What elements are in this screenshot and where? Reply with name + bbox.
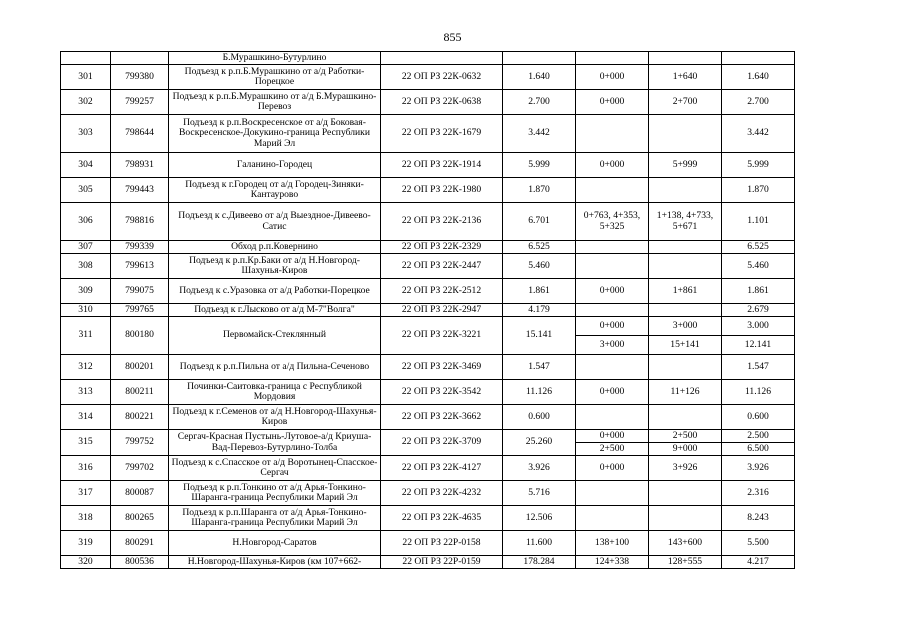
cell-segment-length <box>722 304 795 317</box>
cell-to <box>649 115 722 153</box>
cell-segment-length <box>722 254 795 279</box>
cell-id: 22 ОП РЗ 22К-2447 <box>381 254 503 279</box>
cell-num: 303 <box>61 115 111 153</box>
cell-name: Обход р.п.Ковернино <box>169 241 381 254</box>
segment-value: 2+700 <box>672 95 698 107</box>
table-row <box>61 241 795 254</box>
cell-to <box>649 90 722 115</box>
segment-value: 5+999 <box>672 158 698 170</box>
table-row <box>61 531 795 556</box>
table-row <box>61 481 795 506</box>
table-row <box>61 279 795 304</box>
cell-to <box>649 279 722 304</box>
cell-from <box>576 254 649 279</box>
cell-length: 3.442 <box>503 115 576 153</box>
cell-length: 5.999 <box>503 153 576 178</box>
cell-num: 311 <box>61 317 111 355</box>
cell-length: 1.861 <box>503 279 576 304</box>
segment-value: 1.861 <box>747 284 769 296</box>
table-row <box>61 456 795 481</box>
segment-value: 0+000 <box>599 158 625 170</box>
segment-value: 1.870 <box>747 183 769 195</box>
segment-value: 8.243 <box>747 511 769 523</box>
cell-num <box>61 52 111 65</box>
segment-value: 128+555 <box>667 555 703 567</box>
cell-code: 799075 <box>111 279 169 304</box>
cell-name: Б.Мурашкино-Бутурлино <box>169 52 381 65</box>
cell-segment-length <box>722 531 795 556</box>
cell-segment-length <box>722 556 795 569</box>
cell-name: Подъезд к с.Уразовка от а/д Работки-Порецкое <box>169 279 381 304</box>
cell-from <box>576 90 649 115</box>
cell-length: 0.600 <box>503 405 576 430</box>
cell-to <box>649 254 722 279</box>
cell-length: 1.547 <box>503 355 576 380</box>
cell-id: 22 ОП РЗ 22К-2136 <box>381 203 503 241</box>
cell-from <box>576 279 649 304</box>
cell-num: 315 <box>61 430 111 456</box>
cell-segment-length <box>722 153 795 178</box>
cell-name: Первомайск-Стеклянный <box>169 317 381 355</box>
cell-name: Подъезд к р.п.Тонкино от а/д Арья-Тонкино-Шаранга-граница Республики Марий Эл <box>169 481 381 506</box>
cell-num: 313 <box>61 380 111 405</box>
cell-id: 22 ОП РЗ 22К-0638 <box>381 90 503 115</box>
segment-value: 0.600 <box>747 410 769 422</box>
cell-name: Н.Новгород-Саратов <box>169 531 381 556</box>
cell-num: 319 <box>61 531 111 556</box>
table-row <box>61 90 795 115</box>
cell-num: 304 <box>61 153 111 178</box>
segment-value: 1+861 <box>672 284 698 296</box>
cell-length: 6.701 <box>503 203 576 241</box>
cell-name: Подъезд к р.п.Б.Мурашкино от а/д Работки-Порецкое <box>169 65 381 90</box>
cell-to <box>649 52 722 65</box>
cell-length: 15.141 <box>503 317 576 355</box>
segment-value: 0+000 <box>599 430 625 441</box>
cell-length: 5.460 <box>503 254 576 279</box>
cell-id: 22 ОП РЗ 22К-2329 <box>381 241 503 254</box>
table-row <box>61 304 795 317</box>
cell-name: Подъезд к с.Дивеево от а/д Выездное-Дивеево-Сатис <box>169 203 381 241</box>
cell-id: 22 ОП РЗ 22К-3662 <box>381 405 503 430</box>
segment-value: 0+000 <box>599 70 625 82</box>
cell-from <box>576 153 649 178</box>
segment-value: 1.640 <box>747 70 769 82</box>
cell-segment-length <box>722 506 795 531</box>
cell-id: 22 ОП РЗ 22К-1914 <box>381 153 503 178</box>
cell-id: 22 ОП РЗ 22Р-0159 <box>381 556 503 569</box>
cell-id: 22 ОП РЗ 22К-2512 <box>381 279 503 304</box>
cell-code: 798644 <box>111 115 169 153</box>
cell-name: Подъезд к р.п.Шаранга от а/д Арья-Тонкино-Шаранга-граница Республики Марий Эл <box>169 506 381 531</box>
cell-length <box>503 52 576 65</box>
cell-name: Н.Новгород-Шахунья-Киров (км 107+662- <box>169 556 381 569</box>
cell-segment-length <box>722 456 795 481</box>
cell-num: 310 <box>61 304 111 317</box>
segment-value: 124+338 <box>594 555 630 567</box>
cell-length: 11.126 <box>503 380 576 405</box>
cell-segment-length <box>722 405 795 430</box>
cell-code: 799702 <box>111 456 169 481</box>
segment-value: 3.926 <box>747 461 769 473</box>
cell-to <box>649 355 722 380</box>
cell-length: 5.716 <box>503 481 576 506</box>
segment-value: 4.217 <box>747 555 769 567</box>
cell-code: 799339 <box>111 241 169 254</box>
cell-code: 800087 <box>111 481 169 506</box>
segment-value: 143+600 <box>667 536 703 548</box>
cell-name: Подъезд к г.Семенов от а/д Н.Новгород-Шахунья-Киров <box>169 405 381 430</box>
cell-name: Подъезд к г.Городец от а/д Городец-Зиняки-Кантаурово <box>169 178 381 203</box>
table-body <box>61 52 795 569</box>
cell-from <box>576 52 649 65</box>
segment-value: 15+141 <box>649 335 721 354</box>
table-row <box>61 65 795 90</box>
segment-value: 3+000 <box>672 320 698 331</box>
cell-num: 306 <box>61 203 111 241</box>
segment-value: 0+000 <box>599 284 625 296</box>
cell-from <box>576 405 649 430</box>
cell-from <box>576 481 649 506</box>
cell-to <box>649 380 722 405</box>
cell-length: 4.179 <box>503 304 576 317</box>
cell-code <box>111 52 169 65</box>
cell-length: 6.525 <box>503 241 576 254</box>
table-row <box>61 254 795 279</box>
cell-to <box>649 430 722 456</box>
cell-code: 798816 <box>111 203 169 241</box>
segment-value: 0+763, 4+353, 5+325 <box>583 210 641 232</box>
cell-code: 799752 <box>111 430 169 456</box>
cell-from <box>576 430 649 456</box>
cell-to <box>649 456 722 481</box>
segment-value: 3+000 <box>576 335 648 354</box>
table-row <box>61 556 795 569</box>
cell-from <box>576 65 649 90</box>
cell-segment-length <box>722 90 795 115</box>
segment-value: 2.700 <box>747 95 769 107</box>
table-row <box>61 317 795 355</box>
segment-value: 11.126 <box>744 385 772 397</box>
segment-value: 0+000 <box>599 320 625 331</box>
cell-length: 178.284 <box>503 556 576 569</box>
table-row <box>61 52 795 65</box>
cell-code: 800201 <box>111 355 169 380</box>
segment-value: 5.999 <box>747 158 769 170</box>
cell-length: 2.700 <box>503 90 576 115</box>
table-row <box>61 153 795 178</box>
cell-to <box>649 153 722 178</box>
cell-from <box>576 456 649 481</box>
cell-to <box>649 531 722 556</box>
cell-name: Подъезд к р.п.Б.Мурашкино от а/д Б.Мурашкино-Перевоз <box>169 90 381 115</box>
cell-num: 307 <box>61 241 111 254</box>
cell-length: 11.600 <box>503 531 576 556</box>
cell-to <box>649 405 722 430</box>
segment-value: 3.000 <box>747 320 769 331</box>
cell-num: 316 <box>61 456 111 481</box>
cell-code: 800221 <box>111 405 169 430</box>
cell-from <box>576 380 649 405</box>
cell-name: Подъезд к р.п.Пильна от а/д Пильна-Сеченово <box>169 355 381 380</box>
cell-id: 22 ОП РЗ 22К-1980 <box>381 178 503 203</box>
cell-segment-length <box>722 279 795 304</box>
cell-num: 301 <box>61 65 111 90</box>
cell-code: 799443 <box>111 178 169 203</box>
segment-value: 5.460 <box>747 259 769 271</box>
cell-length: 1.870 <box>503 178 576 203</box>
cell-num: 312 <box>61 355 111 380</box>
segment-value: 3+926 <box>672 461 698 473</box>
cell-from <box>576 317 649 355</box>
cell-id: 22 ОП РЗ 22К-3709 <box>381 430 503 456</box>
cell-from <box>576 241 649 254</box>
cell-code: 799380 <box>111 65 169 90</box>
cell-id: 22 ОП РЗ 22К-0632 <box>381 65 503 90</box>
table-row <box>61 178 795 203</box>
cell-to <box>649 203 722 241</box>
roads-table <box>60 51 795 569</box>
cell-code: 799613 <box>111 254 169 279</box>
cell-segment-length <box>722 317 795 355</box>
cell-id: 22 ОП РЗ 22К-3221 <box>381 317 503 355</box>
cell-from <box>576 531 649 556</box>
cell-length: 1.640 <box>503 65 576 90</box>
cell-from <box>576 506 649 531</box>
segment-value: 9+000 <box>649 442 721 455</box>
cell-code: 800291 <box>111 531 169 556</box>
cell-id: 22 ОП РЗ 22К-2947 <box>381 304 503 317</box>
cell-id: 22 ОП РЗ 22Р-0158 <box>381 531 503 556</box>
segment-value: 138+100 <box>594 536 630 548</box>
cell-length: 3.926 <box>503 456 576 481</box>
cell-from <box>576 355 649 380</box>
cell-code: 798931 <box>111 153 169 178</box>
cell-segment-length <box>722 203 795 241</box>
segment-value: 0+000 <box>599 385 625 397</box>
table-row <box>61 430 795 456</box>
segment-value: 3.442 <box>747 127 769 139</box>
table-row <box>61 506 795 531</box>
cell-id: 22 ОП РЗ 22К-3469 <box>381 355 503 380</box>
cell-to <box>649 178 722 203</box>
cell-to <box>649 481 722 506</box>
table-row <box>61 405 795 430</box>
segment-value: 1.547 <box>747 360 769 372</box>
cell-num: 302 <box>61 90 111 115</box>
cell-code: 799765 <box>111 304 169 317</box>
table-row <box>61 355 795 380</box>
cell-segment-length <box>722 178 795 203</box>
cell-code: 799257 <box>111 90 169 115</box>
cell-from <box>576 115 649 153</box>
segment-value: 0+000 <box>599 95 625 107</box>
cell-name: Подъезд к г.Лысково от а/д М-7"Волга" <box>169 304 381 317</box>
segment-value: 2.679 <box>747 303 769 315</box>
cell-name: Подъезд к р.п.Кр.Баки от а/д Н.Новгород-Шахунья-Киров <box>169 254 381 279</box>
table-row <box>61 380 795 405</box>
cell-name: Подъезд к р.п.Воскресенское от а/д Боковая-Воскресенское-Докукино-граница Республики Марий Эл <box>169 115 381 153</box>
cell-num: 305 <box>61 178 111 203</box>
cell-name: Починки-Саитовка-граница с Республикой Мордовия <box>169 380 381 405</box>
cell-to <box>649 304 722 317</box>
segment-value: 1+640 <box>672 70 698 82</box>
segment-value: 6.525 <box>747 240 769 252</box>
cell-code: 800265 <box>111 506 169 531</box>
table-row <box>61 203 795 241</box>
cell-to <box>649 241 722 254</box>
cell-segment-length <box>722 481 795 506</box>
cell-from <box>576 556 649 569</box>
cell-num: 318 <box>61 506 111 531</box>
cell-num: 314 <box>61 405 111 430</box>
segment-value: 12.141 <box>722 335 794 354</box>
segment-value: 2+500 <box>672 430 698 441</box>
cell-segment-length <box>722 380 795 405</box>
segment-value: 2.316 <box>747 486 769 498</box>
cell-name: Сергач-Красная Пустынь-Лутовое-а/д Криуша-Вад-Перевоз-Бутурлино-Толба <box>169 430 381 456</box>
cell-segment-length <box>722 115 795 153</box>
cell-length: 12.506 <box>503 506 576 531</box>
cell-to <box>649 65 722 90</box>
cell-id: 22 ОП РЗ 22К-4635 <box>381 506 503 531</box>
segment-value: 0+000 <box>599 461 625 473</box>
cell-name: Подъезд к с.Спасское от а/д Воротынец-Спасское-Сергач <box>169 456 381 481</box>
cell-num: 309 <box>61 279 111 304</box>
cell-from <box>576 203 649 241</box>
cell-num: 308 <box>61 254 111 279</box>
cell-id: 22 ОП РЗ 22К-3542 <box>381 380 503 405</box>
cell-from <box>576 304 649 317</box>
cell-segment-length <box>722 52 795 65</box>
page-number: 855 <box>443 30 462 44</box>
cell-num: 317 <box>61 481 111 506</box>
cell-segment-length <box>722 241 795 254</box>
segment-value: 2+500 <box>576 442 648 455</box>
cell-name: Галанино-Городец <box>169 153 381 178</box>
cell-from <box>576 178 649 203</box>
cell-num: 320 <box>61 556 111 569</box>
cell-code: 800211 <box>111 380 169 405</box>
cell-to <box>649 556 722 569</box>
segment-value: 1+138, 4+733, 5+671 <box>656 210 714 232</box>
cell-to <box>649 506 722 531</box>
cell-id <box>381 52 503 65</box>
segment-value: 5.500 <box>747 536 769 548</box>
segment-value: 11+126 <box>670 385 700 397</box>
cell-to <box>649 317 722 355</box>
cell-code: 800536 <box>111 556 169 569</box>
cell-id: 22 ОП РЗ 22К-4232 <box>381 481 503 506</box>
cell-code: 800180 <box>111 317 169 355</box>
cell-id: 22 ОП РЗ 22К-1679 <box>381 115 503 153</box>
segment-value: 6.500 <box>722 442 794 455</box>
cell-segment-length <box>722 65 795 90</box>
cell-segment-length <box>722 355 795 380</box>
segment-value: 1.101 <box>747 215 769 227</box>
cell-id: 22 ОП РЗ 22К-4127 <box>381 456 503 481</box>
cell-length: 25.260 <box>503 430 576 456</box>
table-row <box>61 115 795 153</box>
segment-value: 2.500 <box>747 430 769 441</box>
cell-segment-length <box>722 430 795 456</box>
